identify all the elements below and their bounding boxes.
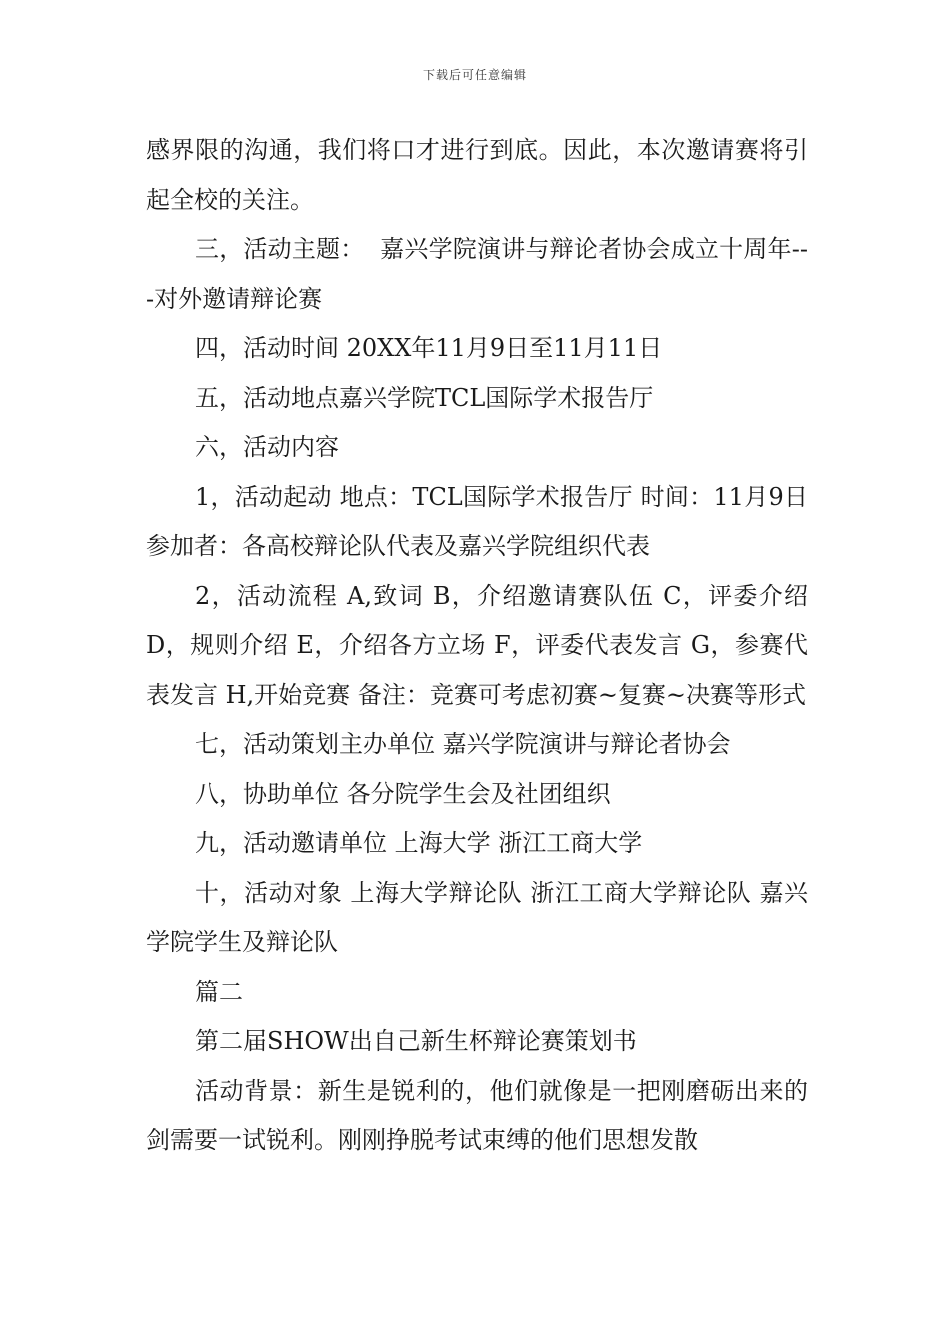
paragraph-background: 活动背景：新生是锐利的，他们就像是一把刚磨砺出来的剑需要一试锐利。刚刚挣脱考试束缚的他们思想发散 <box>146 1076 808 1154</box>
paragraph-time: 四，活动时间 20XX年11月9日至11月11日 <box>195 334 663 362</box>
document-body <box>146 126 816 1166</box>
page-header-note: 下载后可任意编辑 <box>422 68 527 82</box>
document-subtitle: 第二届SHOW出自己新生杯辩论赛策划书 <box>195 1027 637 1055</box>
paragraph-continuation: 感界限的沟通，我们将口才进行到底。因此，本次邀请赛将引起全校的关注。 <box>146 136 808 214</box>
paragraph-kickoff: 1，活动起动 地点：TCL国际学术报告厅 时间：11月9日参加者：各高校辩论队代表及嘉兴学院组织代表 <box>146 482 808 560</box>
paragraph-organizer: 七，活动策划主办单位 嘉兴学院演讲与辩论者协会 <box>195 730 731 758</box>
paragraph-location: 五，活动地点嘉兴学院TCL国际学术报告厅 <box>195 383 654 412</box>
paragraph-assistants: 八，协助单位 各分院学生会及社团组织 <box>195 779 611 808</box>
paragraph-content-heading: 六，活动内容 <box>195 433 339 461</box>
paragraph-invited: 九，活动邀请单位 上海大学 浙江工商大学 <box>195 829 643 857</box>
section-heading-part-two: 篇二 <box>195 977 243 1006</box>
paragraph-process: 2，活动流程 A,致词 B，介绍邀请赛队伍 C，评委介绍 D，规则介绍 E，介绍各方立场 F，评委代表发言 G，参赛代表发言 H,开始竞赛 备注：竞赛可考虑初赛~复赛~决赛等形式 <box>146 581 816 709</box>
paragraph-participants: 十，活动对象 上海大学辩论队 浙江工商大学辩论队 嘉兴学院学生及辩论队 <box>146 878 808 956</box>
paragraph-theme: 三，活动主题： 嘉兴学院演讲与辩论者协会成立十周年---对外邀请辩论赛 <box>146 235 808 313</box>
